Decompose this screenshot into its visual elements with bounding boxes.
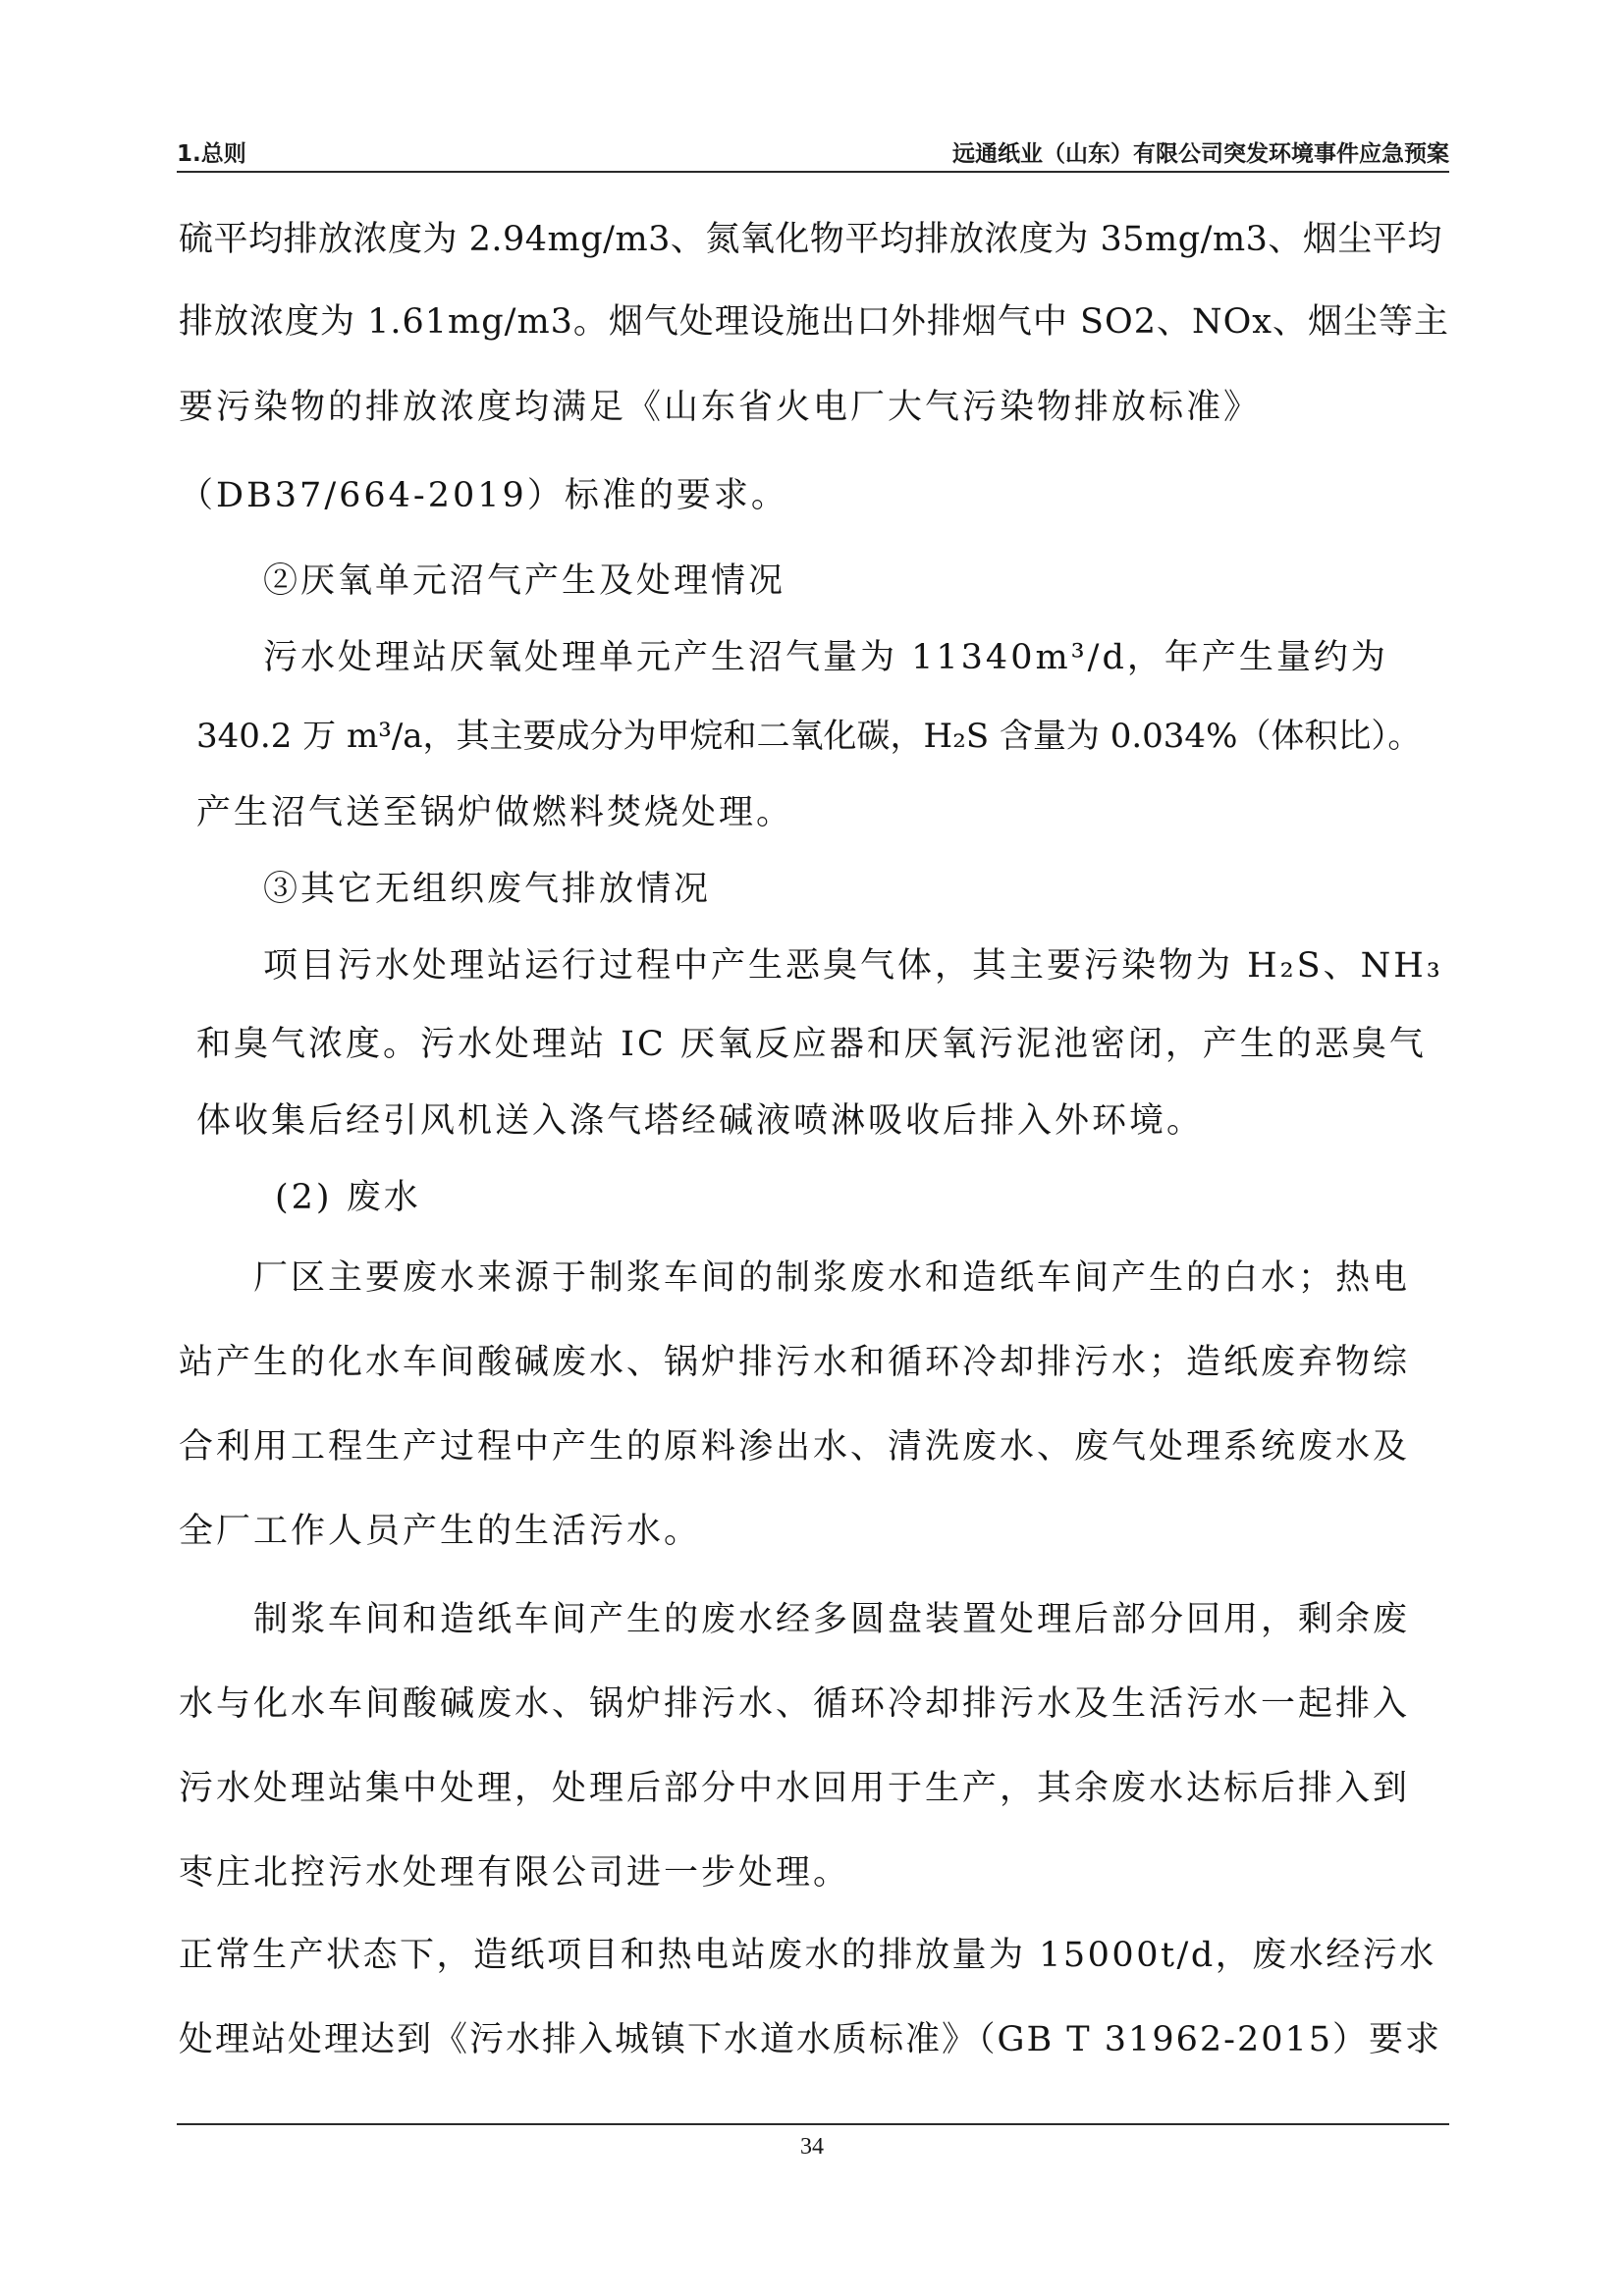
body-line: 站产生的化水车间酸碱废水、锅炉排污水和循环冷却排污水；造纸废弃物综 [179,1343,1411,1382]
body-line: 全厂工作人员产生的生活污水。 [179,1512,702,1551]
body-line: 制浆车间和造纸车间产生的废水经多圆盘装置处理后部分回用，剩余废 [253,1600,1411,1639]
body-line: 硫平均排放浓度为 2.94mg/m3、氮氧化物平均排放浓度为 35mg/m3、烟尘平均 [179,220,1442,259]
header-rule [177,171,1449,173]
body-line: 厂区主要废水来源于制浆车间的制浆废水和造纸车间产生的白水；热电 [253,1258,1411,1298]
body-line: 体收集后经引风机送入涤气塔经碱液喷淋吸收后排入外环境。 [196,1101,1205,1141]
footer-rule [177,2123,1449,2125]
header-document-title: 远通纸业（山东）有限公司突发环境事件应急预案 [952,141,1449,167]
body-line: 要污染物的排放浓度均满足《山东省火电厂大气污染物排放标准》 [179,388,1262,427]
body-line: (2) 废水 [275,1178,421,1217]
body-line: 和臭气浓度。污水处理站 IC 厌氧反应器和厌氧污泥池密闭，产生的恶臭气 [196,1025,1427,1064]
body-line: 枣庄北控污水处理有限公司进一步处理。 [179,1853,851,1893]
body-line: ③其它无组织废气排放情况 [263,870,712,909]
body-line: （DB37/664-2019）标准的要求。 [179,476,788,515]
body-line: 污水处理站集中处理，处理后部分中水回用于生产，其余废水达标后排入到 [179,1769,1411,1808]
body-line: 项目污水处理站运行过程中产生恶臭气体，其主要污染物为 H₂S、NH₃ [263,946,1443,986]
body-line: 水与化水车间酸碱废水、锅炉排污水、循环冷却排污水及生活污水一起排入 [179,1684,1411,1724]
body-line: 正常生产状态下，造纸项目和热电站废水的排放量为 15000t/d，废水经污水 [179,1936,1436,1975]
page-number: 34 [800,2134,824,2160]
body-line: 340.2 万 m³/a，其主要成分为甲烷和二氧化碳，H₂S 含量为 0.034%（体积比）。 [196,717,1422,756]
body-line: ②厌氧单元沼气产生及处理情况 [263,561,786,601]
body-line: 污水处理站厌氧处理单元产生沼气量为 11340m³/d，年产生量约为 [263,638,1388,677]
body-line: 产生沼气送至锅炉做燃料焚烧处理。 [196,793,794,832]
body-line: 处理站处理达到《污水排入城镇下水道水质标准》（GB T 31962-2015）要求 [179,2020,1442,2059]
header-section: 1.总则 [177,141,246,167]
body-line: 合利用工程生产过程中产生的原料渗出水、清洗废水、废气处理系统废水及 [179,1427,1411,1467]
body-line: 排放浓度为 1.61mg/m3。烟气处理设施出口外排烟气中 SO2、NOx、烟尘等主 [179,302,1450,342]
